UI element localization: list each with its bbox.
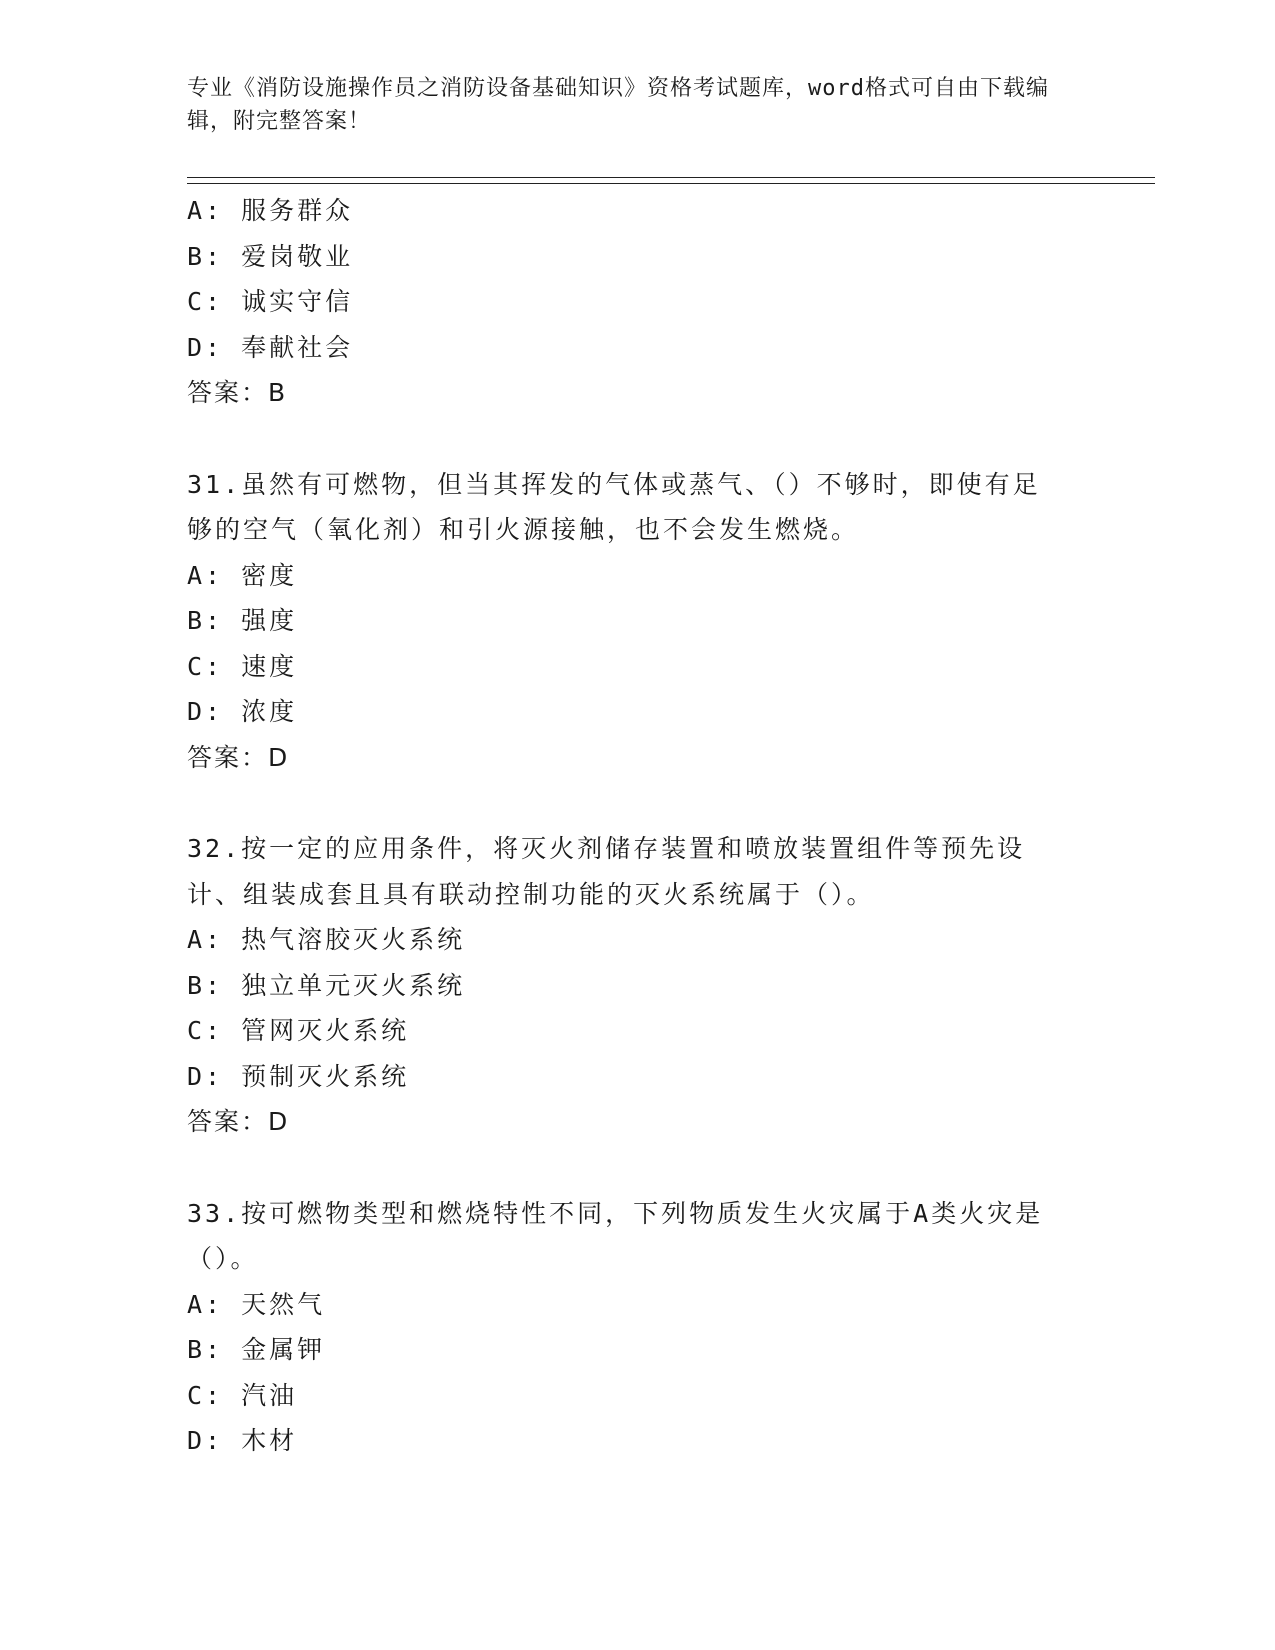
option-b: B: 爱岗敬业	[187, 241, 354, 271]
answer-label: 答案：	[187, 742, 269, 772]
option-a: A: 密度	[187, 560, 298, 590]
option-c: C: 管网灭火系统	[187, 1016, 410, 1045]
answer-label: 答案：	[187, 1107, 269, 1136]
option-a: A: 服务群众	[187, 196, 354, 225]
question-31	[187, 462, 1067, 781]
answer-value: D	[268, 742, 290, 772]
question-content	[187, 188, 1067, 1464]
option-d: D: 木材	[187, 1426, 298, 1455]
option-b: B: 金属钾	[187, 1335, 326, 1364]
question-33	[187, 1191, 1067, 1464]
option-a: A: 热气溶胶灭火系统	[187, 925, 466, 954]
answer-value: D	[268, 1107, 290, 1136]
answer-value: B	[268, 378, 288, 407]
question-stem: 32.按一定的应用条件，将灭火剂储存装置和喷放装置组件等预先设计、组装成套且具有联动控制功能的灭火系统属于（）。	[187, 834, 1026, 909]
answer-line	[187, 1099, 1067, 1145]
question-32	[187, 826, 1067, 1145]
option-b: B: 强度	[187, 606, 298, 635]
option-c: C: 诚实守信	[187, 287, 354, 316]
option-d: D: 浓度	[187, 697, 298, 726]
answer-line	[187, 370, 1067, 416]
option-b: B: 独立单元灭火系统	[187, 970, 466, 1000]
question-stem: 33.按可燃物类型和燃烧特性不同，下列物质发生火灾属于A类火灾是（）。	[187, 1198, 1044, 1273]
question-stem: 31.虽然有可燃物，但当其挥发的气体或蒸气、（）不够时，即使有足够的空气（氧化剂）和引火源接触，也不会发生燃烧。	[187, 469, 1041, 544]
document-header: 专业《消防设施操作员之消防设备基础知识》资格考试题库，word格式可自由下载编辑，附完整答案！	[187, 76, 1049, 134]
option-c: C: 速度	[187, 651, 298, 681]
option-d: D: 预制灭火系统	[187, 1061, 410, 1091]
option-c: C: 汽油	[187, 1380, 298, 1410]
header-divider	[187, 177, 1155, 184]
option-d: D: 奉献社会	[187, 332, 354, 362]
answer-label: 答案：	[187, 378, 269, 407]
prev-question-block	[187, 188, 1067, 416]
option-a: A: 天然气	[187, 1289, 326, 1319]
answer-line	[187, 735, 1067, 781]
